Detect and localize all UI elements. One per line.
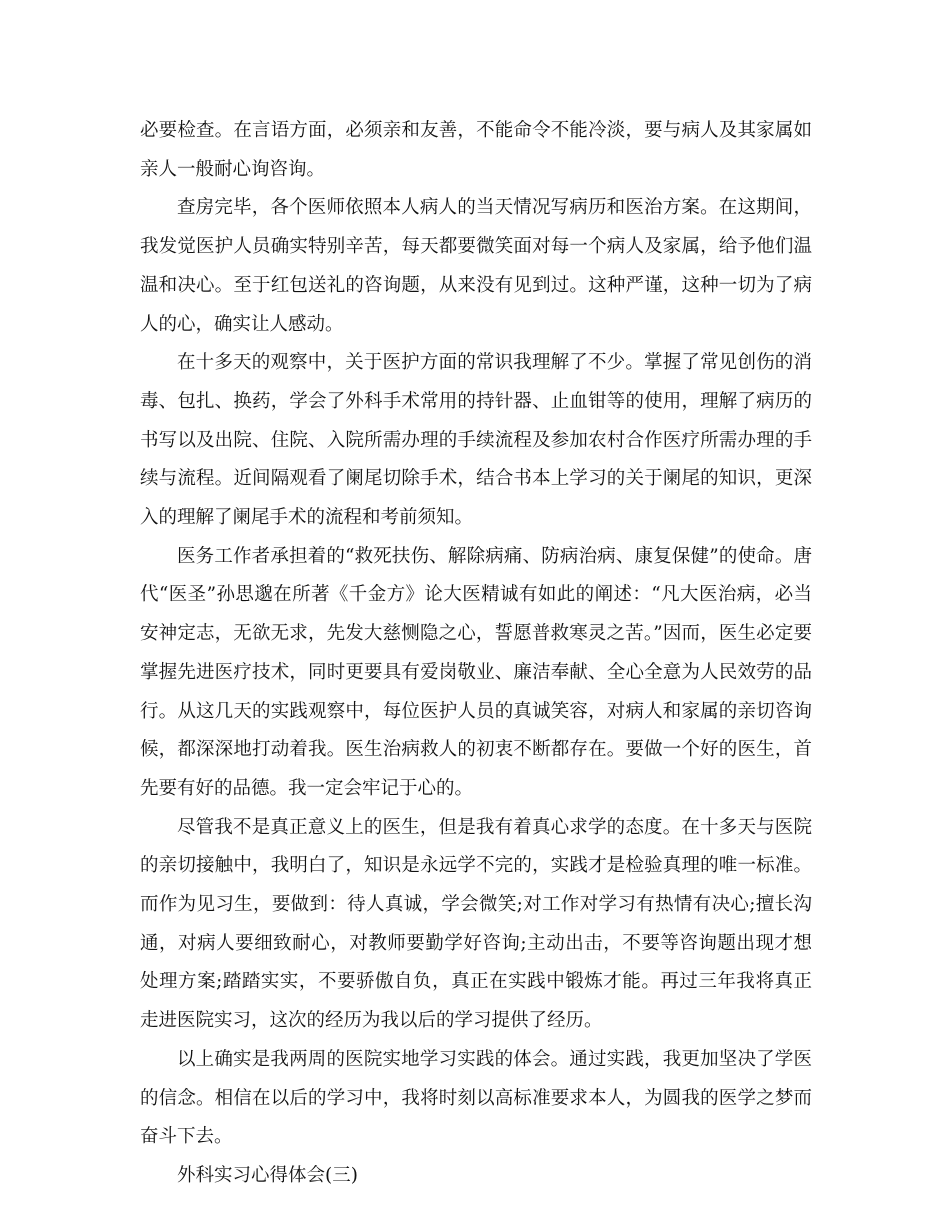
paragraph-continuation: 必要检查。在言语方面，必须亲和友善，不能命令不能冷淡，要与病人及其家属如亲人一般耐心询咨询。: [140, 120, 812, 180]
paragraph-attitude: 尽管我不是真正意义上的医生，但是我有着真心求学的态度。在十多天与医院的亲切接触中，我明白了，知识是永远学不完的，实践才是检验真理的唯一标准。而作为见习生，要做到：待人真诚，学会微笑;对工作对学习有热情有决心;擅长沟通，对病人要细致耐心，对教师要勤学好咨询;主动出击，不要等咨询题出现才想处理方案;踏踏实实，不要骄傲自负，真正在实践中锻炼才能。再过三年我将真正走进医院实习，这次的经历为我以后的学习提供了经历。: [140, 816, 812, 1032]
paragraph-summary: 以上确实是我两周的医院实地学习实践的体会。通过实践，我更加坚决了学医的信念。相信在以后的学习中，我将时刻以高标准要求本人，为圆我的医学之梦而奋斗下去。: [140, 1048, 812, 1148]
paragraph-medical-mission: 医务工作者承担着的“救死扶伤、解除病痛、防病治病、康复保健”的使命。唐代“医圣”孙思邈在所著《千金方》论大医精诚有如此的阐述：“凡大医治病，必当安神定志，无欲无求，先发大慈恻隐之心，誓愿普救寒灵之苦。”因而，医生必定要掌握先进医疗技术，同时更要具有爱岗敬业、廉洁奉献、全心全意为人民效劳的品行。从这几天的实践观察中，每位医护人员的真诚笑容，对病人和家属的亲切咨询候，都深深地打动着我。医生治病救人的初衷不断都存在。要做一个好的医生，首先要有好的品德。我一定会牢记于心的。: [140, 545, 812, 799]
paragraph-ward-round: 查房完毕，各个医师依照本人病人的当天情况写病历和医治方案。在这期间，我发觉医护人员确实特别辛苦，每天都要微笑面对每一个病人及家属，给予他们温温和决心。至于红包送礼的咨询题，从来没有见到过。这种严谨，这种一切为了病人的心，确实让人感动。: [140, 197, 812, 335]
section-heading: 外科实习心得体会(三): [177, 1164, 358, 1186]
paragraph-observation: 在十多天的观察中，关于医护方面的常识我理解了不少。掌握了常见创伤的消毒、包扎、换药，学会了外科手术常用的持针器、止血钳等的使用，理解了病历的书写以及出院、住院、入院所需办理的手续流程及参加农村合作医疗所需办理的手续与流程。近间隔观看了阑尾切除手术，结合书本上学习的关于阑尾的知识，更深入的理解了阑尾手术的流程和考前须知。: [140, 352, 812, 529]
document-body: [140, 112, 812, 1196]
